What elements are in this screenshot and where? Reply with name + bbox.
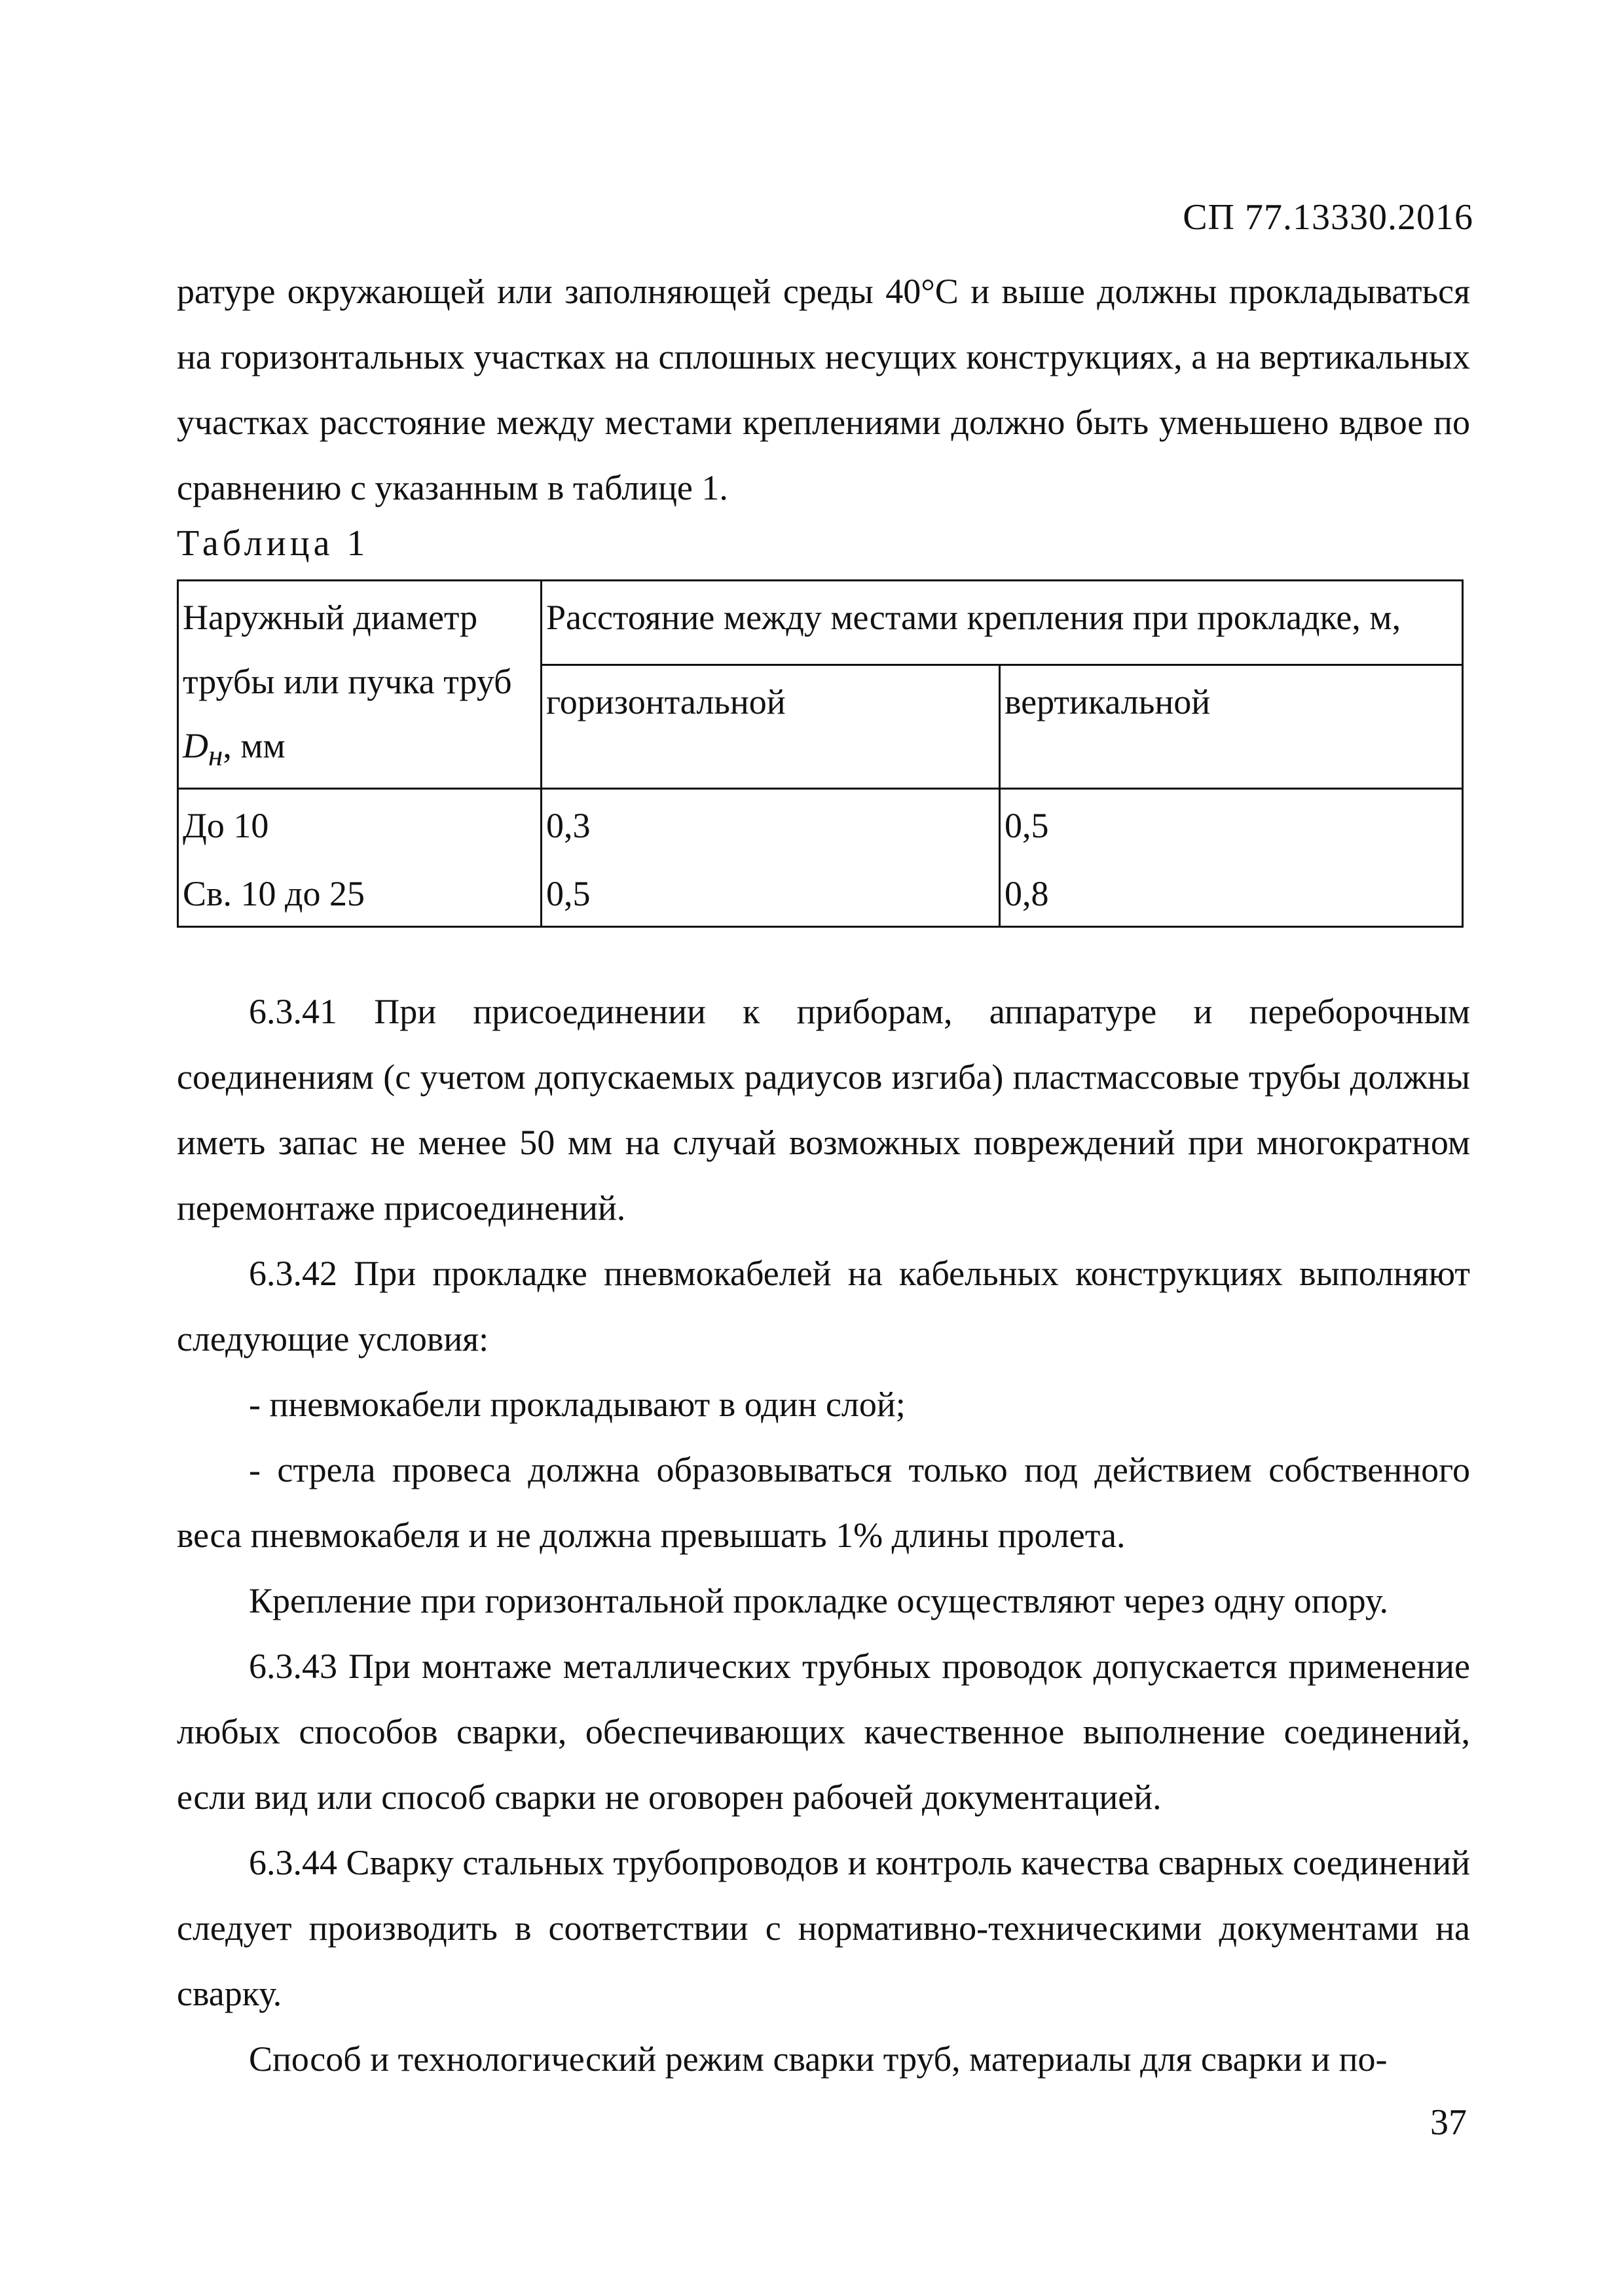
cell-diameter: Св. 10 до 25 xyxy=(178,858,542,927)
cell-vertical: 0,8 xyxy=(1000,858,1463,927)
cell-vertical: 0,5 xyxy=(1000,788,1463,858)
paragraph-6-3-44: 6.3.44 Сварку стальных трубопроводов и контроль качества сварных соединений следует производить в соответствии с нормативно-техническими документами на сварку. xyxy=(177,1843,1470,2013)
table-row xyxy=(178,788,1463,858)
body-text xyxy=(177,979,1470,2092)
list-item: - стрела провеса должна образовываться только под действием собственного веса пневмокабеля и не должна превышать 1% длины пролета. xyxy=(177,1450,1470,1555)
table-header-row xyxy=(178,581,1463,665)
header-diameter-subscript: н xyxy=(208,738,223,772)
header-diameter-label: Наружный диаметр трубы или пучка труб xyxy=(183,598,512,701)
intro-paragraph: ратуре окружающей или заполняющей среды 40°C и выше должны прокладываться на горизонтальных участках на сплошных несущих конструкциях, а на вертикальных участках расстояние между местами креплениями должно быть уменьшено вдвое по сравнению с указанным в таблице 1. xyxy=(177,272,1470,507)
list-item: - пневмокабели прокладывают в один слой; xyxy=(249,1385,906,1424)
cell-horizontal: 0,5 xyxy=(542,858,1000,927)
header-diameter-unit: , мм xyxy=(223,726,286,765)
paragraph-welding-method: Способ и технологический режим сварки труб, материалы для сварки и по- xyxy=(249,2039,1388,2079)
intro-paragraph-block xyxy=(177,259,1470,520)
header-diameter-symbol: D xyxy=(183,726,208,765)
table-caption: Таблица 1 xyxy=(177,523,369,564)
paragraph-6-3-42: 6.3.42 При прокладке пневмокабелей на кабельных конструкциях выполняют следующие условия: xyxy=(177,1254,1470,1358)
paragraph-fastening: Крепление при горизонтальной прокладке осуществляют через одну опору. xyxy=(249,1581,1388,1620)
page-number: 37 xyxy=(1430,2102,1467,2143)
header-vertical-cell: вертикальной xyxy=(1000,665,1463,788)
paragraph-6-3-41: 6.3.41 При присоединении к приборам, аппаратуре и переборочным соединениям (с учетом допускаемых радиусов изгиба) пластмассовые трубы должны иметь запас не менее 50 мм на случай возможных повреждений при многократном перемонтаже присоединений. xyxy=(177,992,1470,1228)
cell-diameter: До 10 xyxy=(178,788,542,858)
header-distance-group: Расстояние между местами крепления при прокладке, м, xyxy=(542,581,1463,665)
header-horizontal-cell: горизонтальной xyxy=(542,665,1000,788)
paragraph-6-3-43: 6.3.43 При монтаже металлических трубных проводок допускается применение любых способов сварки, обеспечивающих качественное выполнение соединений, если вид или способ сварки не оговорен рабочей документацией. xyxy=(177,1647,1470,1817)
spacing-table xyxy=(177,579,1464,928)
header-diameter-cell xyxy=(178,581,542,789)
document-code: СП 77.13330.2016 xyxy=(1183,197,1473,238)
cell-horizontal: 0,3 xyxy=(542,788,1000,858)
table-row xyxy=(178,858,1463,927)
